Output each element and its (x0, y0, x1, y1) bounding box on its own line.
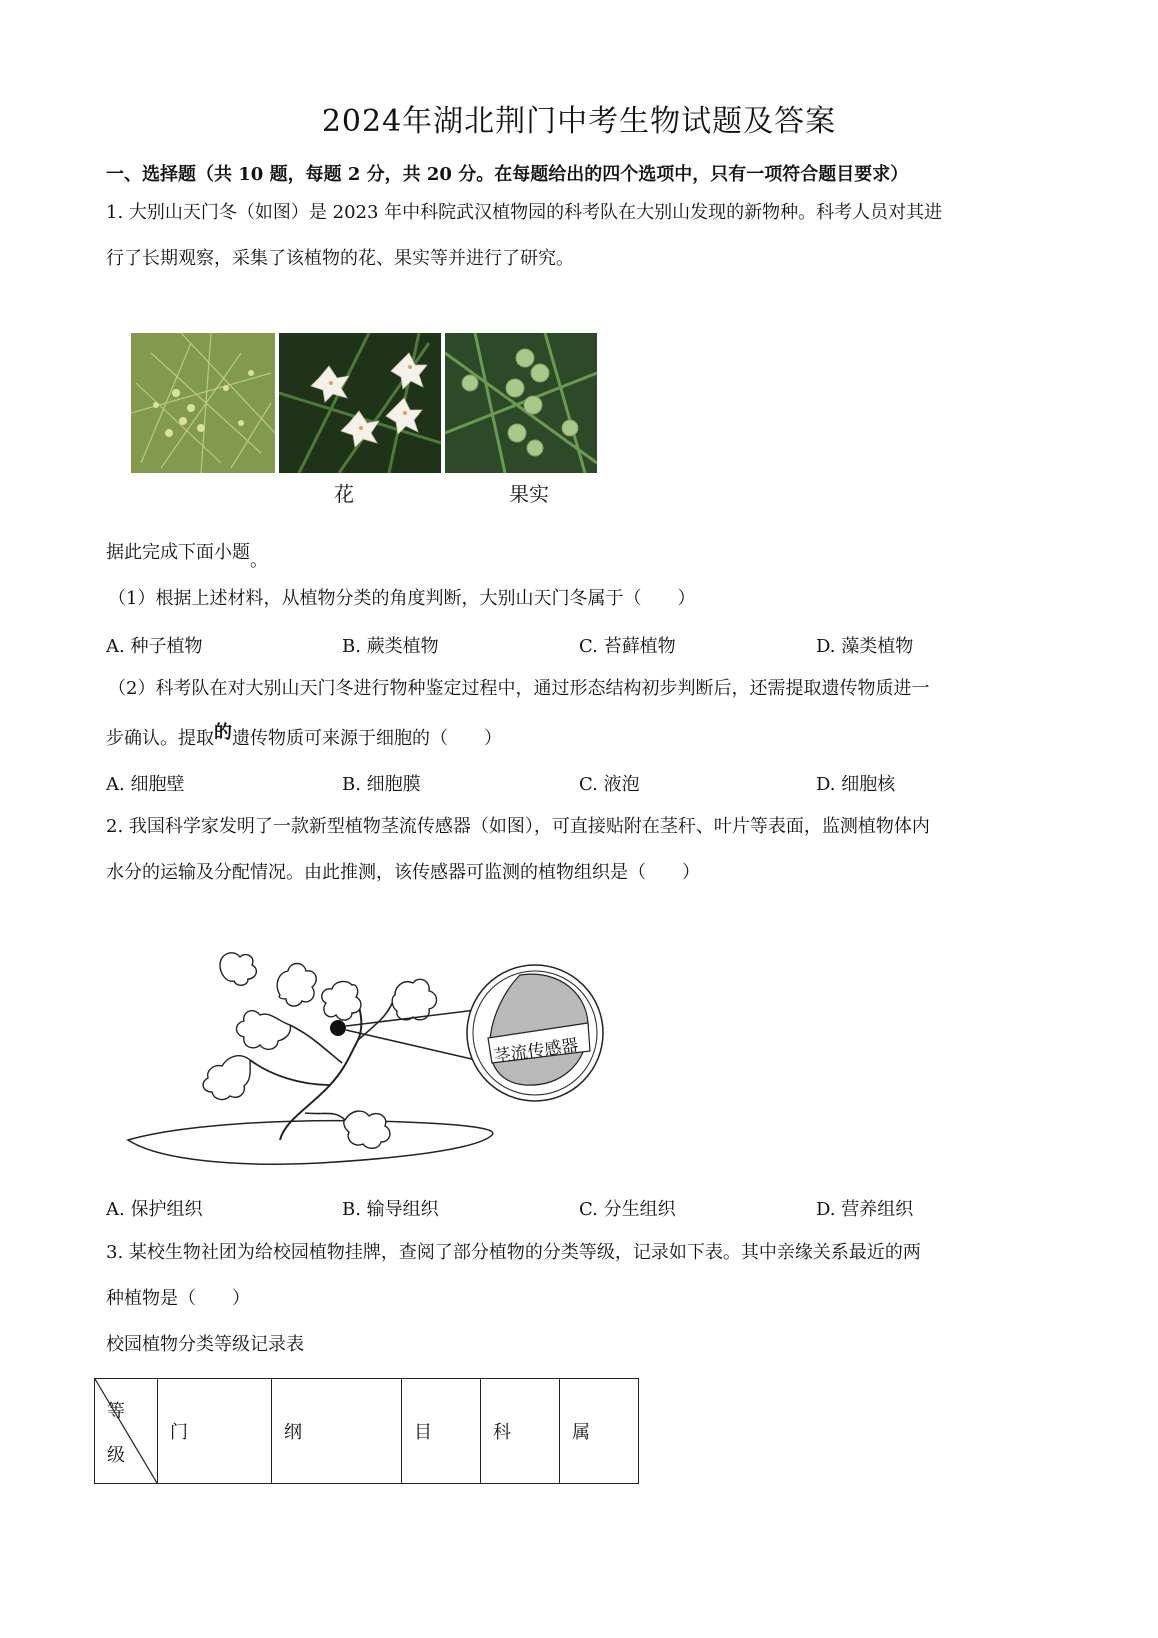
q2-line2: 水分的运输及分配情况。由此推测，该传感器可监测的植物组织是（ ） (106, 862, 700, 883)
q1-sub2-option-a: A. 细胞壁 (106, 774, 185, 795)
page-title: 2024年湖北荆门中考生物试题及答案 (321, 104, 837, 139)
plant-leaves (203, 953, 436, 1148)
q1-sub1: （1）根据上述材料，从植物分类的角度判断，大别山天门冬属于（ ） (108, 588, 696, 609)
fruit-photo (445, 333, 597, 473)
table-title: 校园植物分类等级记录表 (106, 1334, 304, 1355)
q1-sub2-option-d: D. 细胞核 (816, 774, 896, 795)
q2-line1: 2. 我国科学家发明了一款新型植物茎流传感器（如图），可直接贴附在茎秆、叶片等表面，监测植物体内 (106, 816, 930, 837)
q3-line2: 种植物是（ ） (106, 1288, 250, 1309)
q1-lead-mark: 。 (250, 550, 268, 571)
q1-line2: 行了长期观察，采集了该植物的花、果实等并进行了研究。 (106, 248, 574, 269)
plant-overview-photo (131, 333, 275, 473)
q1-lead (106, 530, 268, 576)
sensor-label: 茎流传感器 (492, 1035, 580, 1067)
q2-option-a: A. 保护组织 (106, 1199, 203, 1220)
sensor-diagram (120, 935, 640, 1180)
q1-sub2-line1: （2）科考队在对大别山天门冬进行物种鉴定过程中，通过形态结构初步判断后，还需提取遗传物质进一 (108, 678, 930, 699)
q2-option-c: C. 分生组织 (579, 1199, 676, 1220)
q1-sub2-option-c: C. 液泡 (579, 774, 640, 795)
q1-line1: 1. 大别山天门冬（如图）是 2023 年中科院武汉植物园的科考队在大别山发现的新物种。科考人员对其进 (106, 202, 943, 223)
header-diagonal-cell (95, 1379, 158, 1484)
q1-sub1-option-b: B. 蕨类植物 (342, 636, 439, 657)
q1-sub1-option-a: A. 种子植物 (106, 636, 203, 657)
q1-sub2-text-b: 的 (214, 722, 232, 743)
column-header: 纲 (272, 1379, 402, 1484)
table-header-row (95, 1379, 639, 1484)
column-header: 科 (481, 1379, 560, 1484)
header-diag-top: 等 (107, 1401, 125, 1422)
q2-option-b: B. 输导组织 (342, 1199, 439, 1220)
column-header: 目 (402, 1379, 481, 1484)
classification-table (94, 1378, 639, 1484)
q3-line1: 3. 某校生物社团为给校园植物挂牌，查阅了部分植物的分类等级，记录如下表。其中亲缘关系最近的两 (106, 1242, 921, 1263)
q1-sub1-option-d: D. 藻类植物 (816, 636, 914, 657)
ground-outline (128, 1121, 493, 1165)
column-header: 属 (560, 1379, 639, 1484)
diagonal-line (95, 1379, 157, 1483)
q2-option-d: D. 营养组织 (816, 1199, 914, 1220)
q1-sub1-option-c: C. 苔藓植物 (579, 636, 676, 657)
caption-flower: 花 (334, 482, 354, 506)
header-diag-bottom: 级 (107, 1445, 125, 1466)
section-heading: 一、选择题（共 10 题，每题 2 分，共 20 分。在每题给出的四个选项中，只有一项符合题目要求） (106, 164, 909, 185)
sensor-dot (330, 1020, 346, 1036)
q1-sub2-text-c: 遗传物质可来源于细胞的（ ） (232, 728, 502, 749)
q1-lead-text: 据此完成下面小题 (106, 542, 250, 563)
q1-sub2-text-a: 步确认。提取 (106, 728, 214, 749)
column-header: 门 (158, 1379, 272, 1484)
caption-fruit: 果实 (509, 482, 549, 506)
flower-photo (279, 333, 441, 473)
q1-sub2-line2 (106, 716, 502, 762)
plant-photos (131, 333, 597, 473)
q1-sub2-option-b: B. 细胞膜 (342, 774, 421, 795)
